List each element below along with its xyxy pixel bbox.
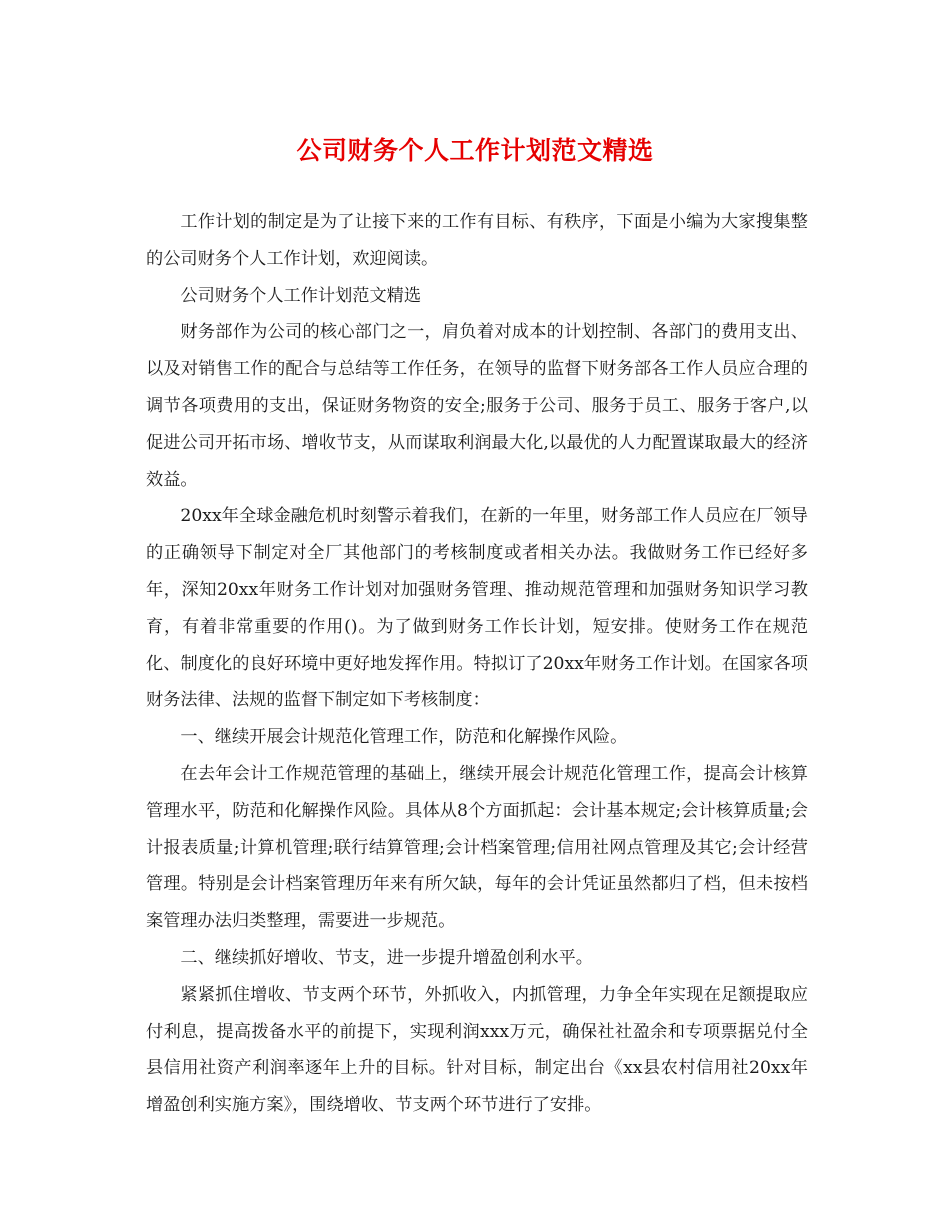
intro-paragraph: 工作计划的制定是为了让接下来的工作有目标、有秩序，下面是小编为大家搜集整的公司财务个人工作计划，欢迎阅读。 [146,212,808,269]
subtitle-paragraph: 公司财务个人工作计划范文精选 [180,285,422,306]
body-paragraph: 紧紧抓住增收、节支两个环节，外抓收入，内抓管理，力争全年实现在足额提取应付利息，提高拨备水平的前提下，实现利润xxx万元，确保社社盈余和专项票据兑付全县信用社资产利润率逐年上升的目标。针对目标，制定出台《xx县农村信用社20xx年增盈创利实施方案》，围绕增收、节支两个环节进行了安排。 [146,984,808,1116]
body-paragraph: 20xx年全球金融危机时刻警示着我们，在新的一年里，财务部工作人员应在厂领导的正确领导下制定对全厂其他部门的考核制度或者相关办法。我做财务工作已经好多年，深知20xx年财务工作计划对加强财务管理、推动规范管理和加强财务知识学习教育，有着非常重要的作用()。为了做到财务工作长计划，短安排。使财务工作在规范化、制度化的良好环境中更好地发挥作用。特拟订了20xx年财务工作计划。在国家各项财务法律、法规的监督下制定如下考核制度： [146,506,808,711]
document-body [146,204,808,1124]
section-heading: 一、继续开展会计规范化管理工作，防范和化解操作风险。 [180,727,628,748]
body-paragraph: 在去年会计工作规范管理的基础上，继续开展会计规范化管理工作，提高会计核算管理水平，防范和化解操作风险。具体从8个方面抓起：会计基本规定;会计核算质量;会计报表质量;计算机管理;联行结算管理;会计档案管理;信用社网点管理及其它;会计经营管理。特别是会计档案管理历年来有所欠缺，每年的会计凭证虽然都归了档，但未按档案管理办法归类整理，需要进一步规范。 [146,763,808,932]
body-paragraph: 财务部作为公司的核心部门之一，肩负着对成本的计划控制、各部门的费用支出、以及对销售工作的配合与总结等工作任务，在领导的监督下财务部各工作人员应合理的调节各项费用的支出，保证财务物资的安全;服务于公司、服务于员工、服务于客户,以促进公司开拓市场、增收节支，从而谋取利润最大化,以最优的人力配置谋取最大的经济效益。 [146,322,808,490]
document-title: 公司财务个人工作计划范文精选 [296,136,654,165]
section-heading: 二、继续抓好增收、节支，进一步提升增盈创利水平。 [180,947,593,968]
